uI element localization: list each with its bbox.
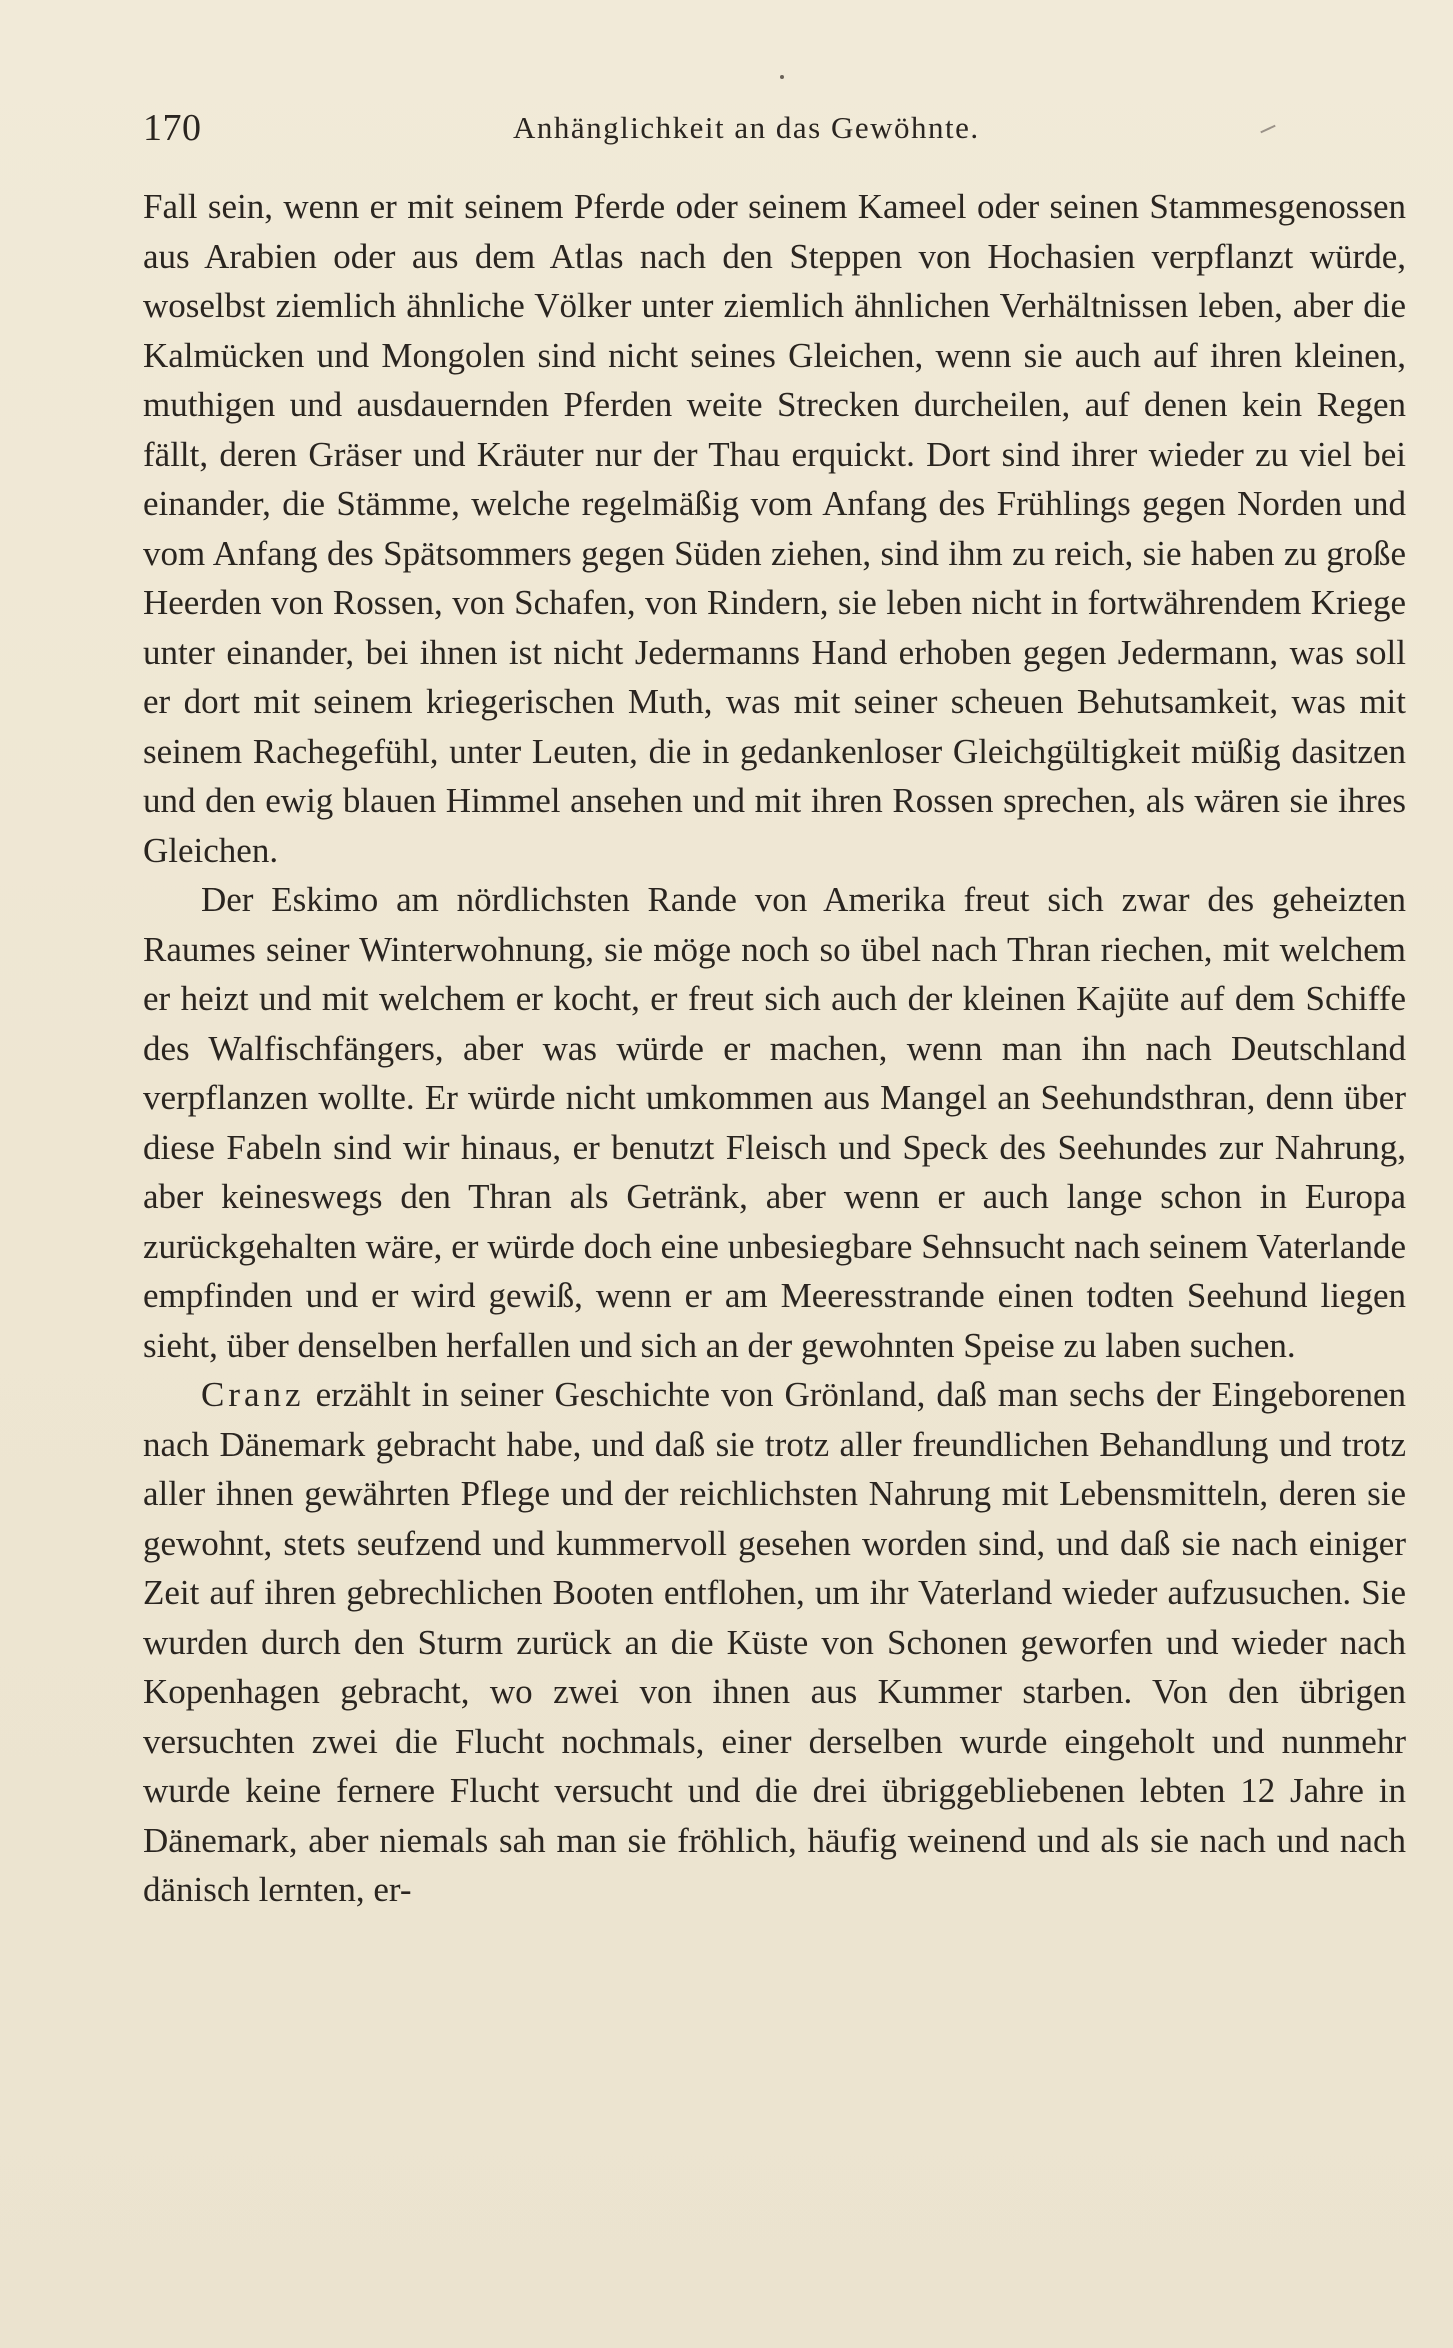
body-text	[143, 182, 1406, 1915]
paragraph-1: Fall sein, wenn er mit seinem Pferde oder seinem Kameel oder seinen Stammesgenossen aus Arabien oder aus dem Atlas nach den Steppen von Hochasien verpflanzt würde, woselbst ziemlich ähnliche Völker unter ziemlich ähnlichen Verhältnissen leben, aber die Kalmücken und Mongolen sind nicht seines Gleichen, wenn sie auch auf ihren kleinen, muthigen und ausdauernden Pferden weite Strecken durcheilen, auf denen kein Regen fällt, deren Gräser und Kräuter nur der Thau erquickt. Dort sind ihrer wieder zu viel bei einander, die Stämme, welche regelmäßig vom Anfang des Frühlings gegen Norden und vom Anfang des Spätsommers gegen Süden ziehen, sind ihm zu reich, sie haben zu große Heerden von Rossen, von Schafen, von Rindern, sie leben nicht in fortwährendem Kriege unter einander, bei ihnen ist nicht Jedermanns Hand erhoben gegen Jedermann, was soll er dort mit seinem kriegerischen Muth, was mit seiner scheuen Behutsamkeit, was mit seinem Rachegefühl, unter Leuten, die in gedankenloser Gleichgültigkeit müßig dasitzen und den ewig blauen Himmel ansehen und mit ihren Rossen sprechen, als wären sie ihres Gleichen.	[143, 187, 1406, 870]
page-number: 170	[143, 107, 202, 149]
author-name-cranz: Cranz	[201, 1375, 305, 1414]
paragraph-3-text: erzählt in seiner Geschichte von Grönland, daß man sechs der Eingeborenen nach Dänemark gebracht habe, und daß sie trotz aller freundlichen Behandlung und trotz aller ihnen gewährten Pflege und der reichlichsten Nahrung mit Lebensmitteln, deren sie gewohnt, stets seufzend und kummervoll gesehen worden sind, und daß sie nach einiger Zeit auf ihren gebrechlichen Booten entflohen, um ihr Vaterland wieder aufzusuchen. Sie wurden durch den Sturm zurück an die Küste von Schonen geworfen und wieder nach Kopenhagen gebracht, wo zwei von ihnen aus Kummer starben. Von den übrigen versuchten zwei die Flucht nochmals, einer derselben wurde eingeholt und nunmehr wurde keine fernere Flucht versucht und die drei übriggebliebenen lebten 12 Jahre in Dänemark, aber niemals sah man sie fröhlich, häufig weinend und als sie nach und nach dänisch lernten, er-	[143, 1375, 1406, 1909]
running-head: Anhänglichkeit an das Gewöhnte.	[513, 110, 980, 145]
paragraph-2: Der Eskimo am nördlichsten Rande von Amerika freut sich zwar des geheizten Raumes seiner Winterwohnung, sie möge noch so übel nach Thran riechen, mit welchem er heizt und mit welchem er kocht, er freut sich auch der kleinen Kajüte auf dem Schiffe des Walfischfängers, aber was würde er machen, wenn man ihn nach Deutschland verpflanzen wollte. Er würde nicht umkommen aus Mangel an Seehundsthran, denn über diese Fabeln sind wir hinaus, er benutzt Fleisch und Speck des Seehundes zur Nahrung, aber keineswegs den Thran als Getränk, aber wenn er auch lange schon in Europa zurückgehalten wäre, er würde doch eine unbesiegbare Sehnsucht nach seinem Vaterlande empfinden und er wird gewiß, wenn er am Meeresstrande einen todten Seehund liegen sieht, über denselben herfallen und sich an der gewohnten Speise zu laben suchen.	[143, 880, 1406, 1365]
page-header	[143, 98, 1406, 158]
paragraph-3	[143, 1370, 1406, 1915]
print-speck	[780, 75, 784, 79]
